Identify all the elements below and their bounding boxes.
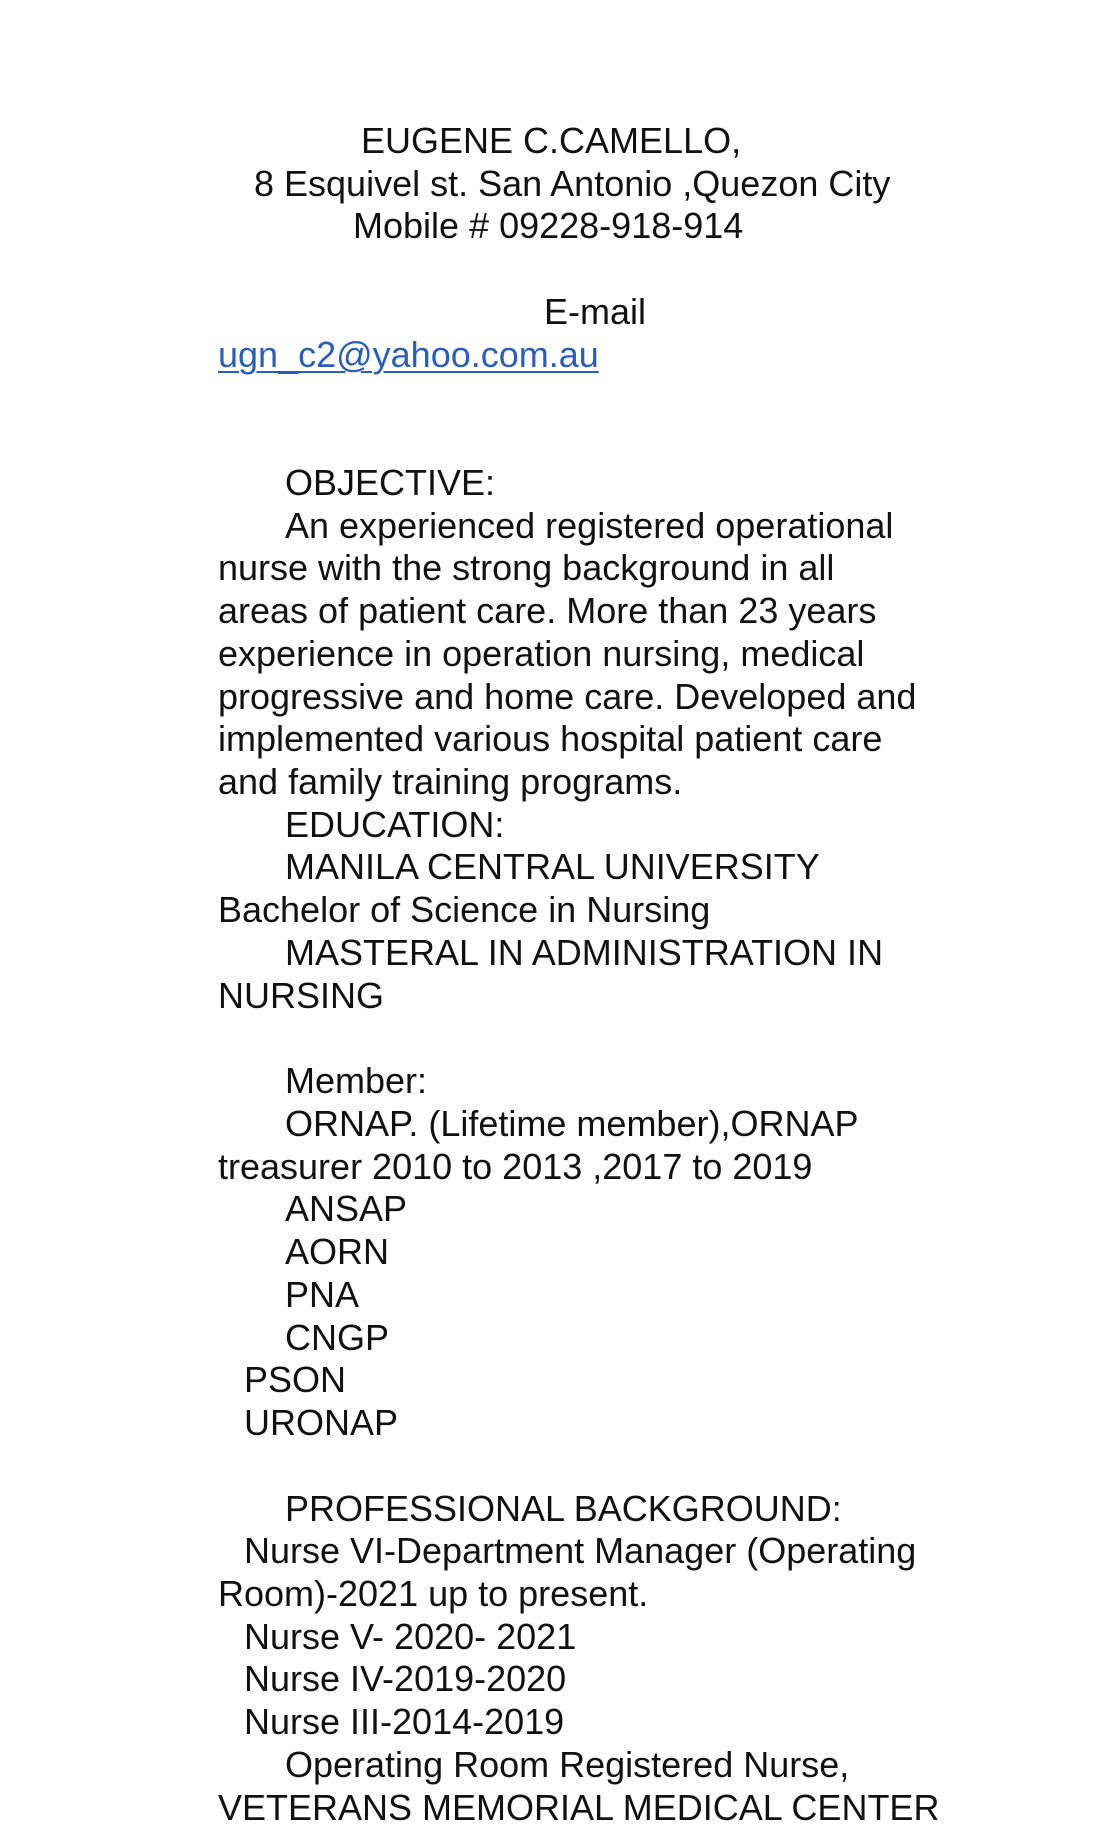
objective-line: implemented various hospital patient care xyxy=(218,718,883,760)
mobile-number: Mobile # 09228-918-914 xyxy=(353,205,744,247)
resume-document xyxy=(0,120,1109,1829)
professional-line: Nurse III-2014-2019 xyxy=(244,1701,565,1743)
member-line: PSON xyxy=(244,1359,347,1401)
member-line: ORNAP. (Lifetime member),ORNAP xyxy=(285,1102,859,1144)
objective-line: nurse with the strong background in all xyxy=(218,547,835,589)
member-heading: Member: xyxy=(285,1060,428,1102)
education-line: MANILA CENTRAL UNIVERSITY xyxy=(285,846,820,888)
spacer xyxy=(0,248,1109,291)
objective-line: and family training programs. xyxy=(218,761,683,803)
objective-line: experience in operation nursing, medical xyxy=(218,632,865,674)
member-line: URONAP xyxy=(244,1402,399,1444)
member-line: treasurer 2010 to 2013 ,2017 to 2019 xyxy=(218,1145,813,1187)
objective-line: An experienced registered operational xyxy=(285,504,894,546)
professional-line: VETERANS MEMORIAL MEDICAL CENTER xyxy=(218,1786,940,1828)
address: 8 Esquivel st. San Antonio ,Quezon City xyxy=(254,162,891,204)
professional-line: Nurse V- 2020- 2021 xyxy=(244,1615,577,1657)
email-label: E-mail xyxy=(544,290,647,332)
objective-line: progressive and home care. Developed and xyxy=(218,675,917,717)
education-line: Bachelor of Science in Nursing xyxy=(218,889,711,931)
professional-line: Operating Room Registered Nurse, xyxy=(285,1743,850,1785)
education-line: NURSING xyxy=(218,974,385,1016)
member-line: AORN xyxy=(285,1231,390,1273)
education-heading: EDUCATION: xyxy=(285,803,505,845)
member-line: CNGP xyxy=(285,1316,390,1358)
professional-line: Nurse IV-2019-2020 xyxy=(244,1658,567,1700)
applicant-name: EUGENE C.CAMELLO, xyxy=(361,120,742,161)
spacer xyxy=(0,376,1109,419)
objective-heading: OBJECTIVE: xyxy=(285,461,496,503)
professional-heading: PROFESSIONAL BACKGROUND: xyxy=(285,1487,842,1529)
education-line: MASTERAL IN ADMINISTRATION IN xyxy=(285,931,884,973)
spacer xyxy=(0,1445,1109,1488)
email-link[interactable]: ugn_c2@yahoo.com.au xyxy=(218,333,599,375)
member-line: ANSAP xyxy=(285,1188,408,1230)
professional-line: Nurse VI-Department Manager (Operating xyxy=(244,1530,917,1572)
objective-line: areas of patient care. More than 23 years xyxy=(218,590,877,632)
professional-line: Room)-2021 up to present. xyxy=(218,1572,649,1614)
member-line: PNA xyxy=(285,1273,360,1315)
spacer xyxy=(0,1017,1109,1060)
spacer xyxy=(0,419,1109,462)
